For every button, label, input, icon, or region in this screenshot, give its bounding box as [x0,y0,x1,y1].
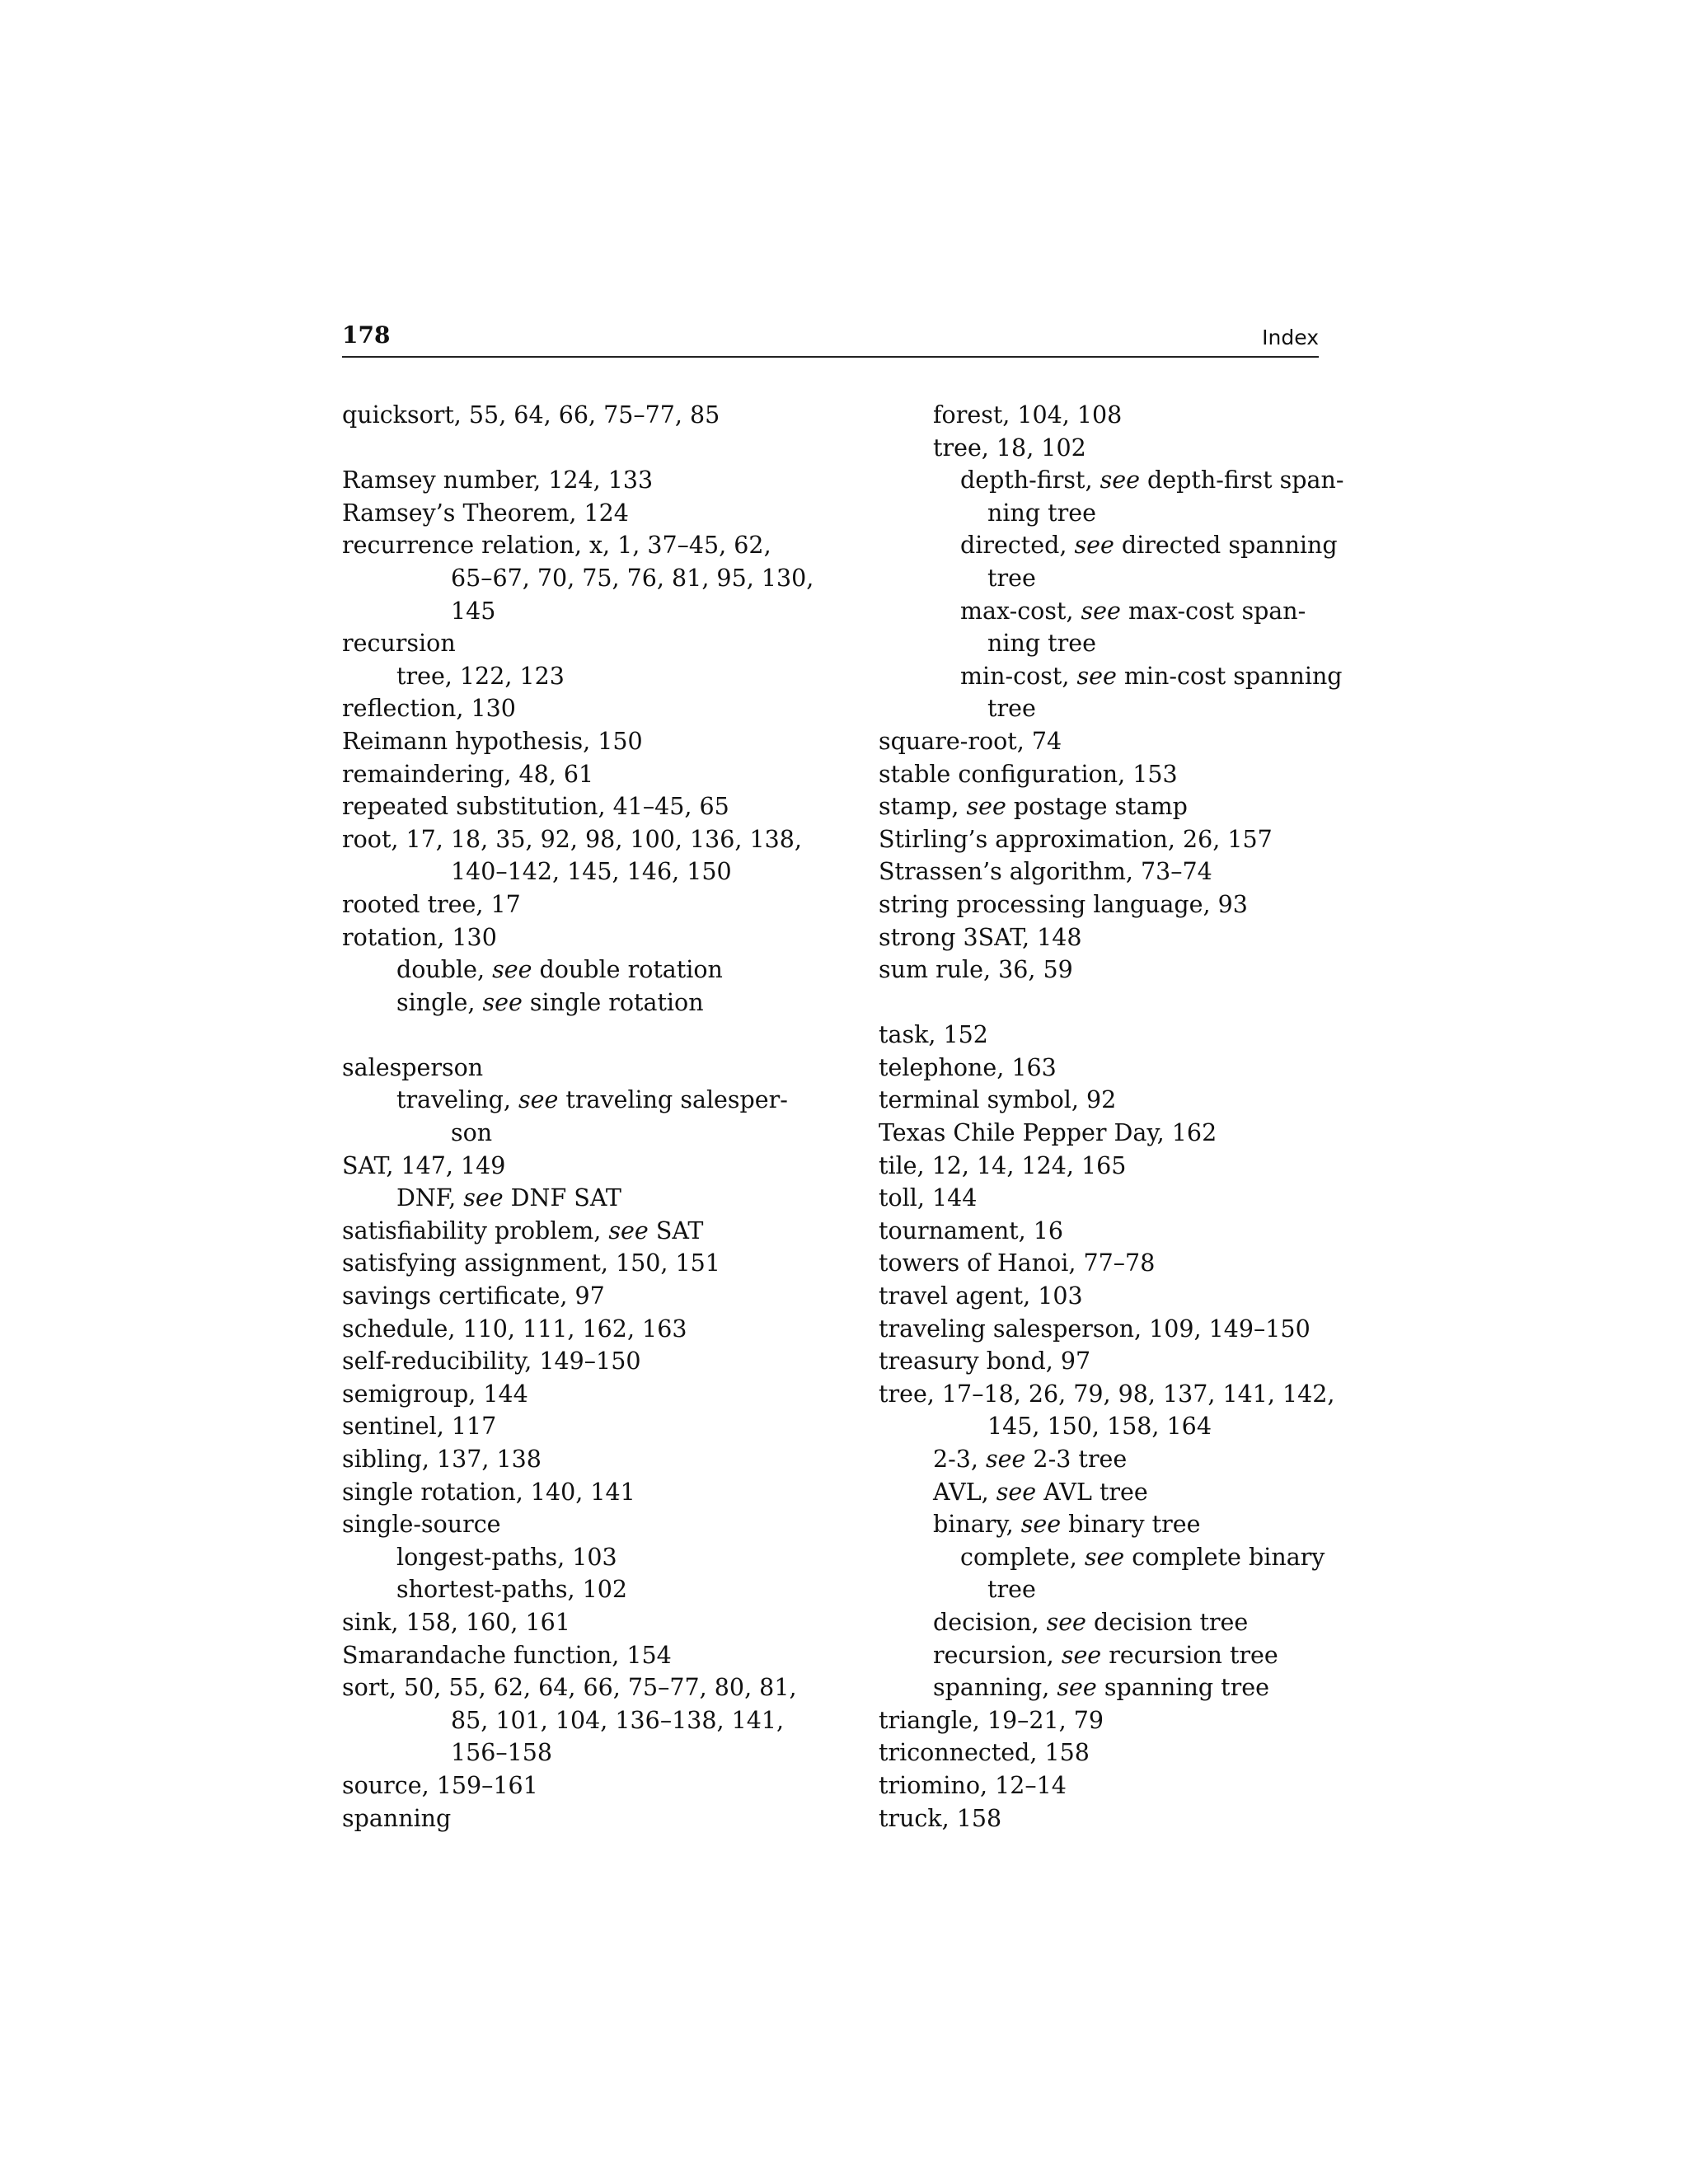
index-entry-continuation: tree [987,695,1036,723]
index-subentry: longest-paths, 103 [396,1543,617,1571]
index-entry: recurrence relation, x, 1, 37–45, 62, [342,532,771,560]
index-entry: Reimann hypothesis, 150 [342,727,643,755]
letter-group-gap [879,987,1340,1019]
index-subentry: depth-first, see depth-first span- [960,466,1344,494]
index-column-right [879,399,1344,1835]
index-subentry: max-cost, see max-cost span- [960,597,1306,625]
index-entry: tournament, 16 [879,1216,1064,1244]
index-entry-continuation: ning tree [987,499,1096,527]
index-subentry: tree, 122, 123 [396,662,565,690]
index-subentry: AVL, see AVL tree [933,1478,1148,1506]
index-subentry: recursion, see recursion tree [933,1641,1278,1669]
index-entry-continuation: 145, 150, 158, 164 [987,1413,1212,1441]
index-entry: treasury bond, 97 [879,1347,1091,1376]
index-subentry: double, see double rotation [396,956,723,984]
index-entry: strong 3SAT, 148 [879,923,1082,951]
index-entry: travel agent, 103 [879,1282,1083,1310]
index-subentry: shortest-paths, 102 [396,1576,627,1604]
index-entry-continuation: 85, 101, 104, 136–138, 141, [451,1706,785,1734]
index-entry: toll, 144 [879,1184,978,1212]
index-entry: semigroup, 144 [342,1380,528,1408]
index-entry: rooted tree, 17 [342,890,521,918]
index-entry: reflection, 130 [342,695,516,723]
index-subentry: min-cost, see min-cost spanning [960,662,1343,690]
index-entry: SAT, 147, 149 [342,1151,506,1179]
index-entry: tile, 12, 14, 124, 165 [879,1151,1127,1179]
index-entry: square-root, 74 [879,727,1062,755]
index-entry: satisfying assignment, 150, 151 [342,1249,720,1277]
index-entry: tree, 17–18, 26, 79, 98, 137, 141, 142, [879,1380,1335,1408]
index-entry: salesperson [342,1053,484,1081]
letter-group-gap [342,1019,812,1052]
index-entry: sum rule, 36, 59 [879,956,1073,984]
index-entry: satisfiability problem, see SAT [342,1216,704,1244]
index-entry-continuation: 156–158 [451,1739,553,1767]
index-entry: root, 17, 18, 35, 92, 98, 100, 136, 138, [342,825,802,853]
index-entry-continuation: 140–142, 145, 146, 150 [451,858,732,886]
index-subentry: DNF, see DNF SAT [396,1184,621,1212]
index-entry: single-source [342,1511,501,1539]
index-entry: source, 159–161 [342,1771,538,1799]
index-entry: Ramsey number, 124, 133 [342,466,654,494]
index-entry: sort, 50, 55, 62, 64, 66, 75–77, 80, 81, [342,1674,797,1702]
running-header [342,320,1319,358]
index-entry: towers of Hanoi, 77–78 [879,1249,1156,1277]
index-entry: telephone, 163 [879,1053,1057,1081]
index-entry: remaindering, 48, 61 [342,760,594,788]
index-entry-continuation: ning tree [987,630,1096,658]
index-subentry: directed, see directed spanning [960,532,1338,560]
index-entry: rotation, 130 [342,923,497,951]
index-entry: spanning [342,1804,452,1832]
index-entry: Smarandache function, 154 [342,1641,672,1669]
index-subentry: single, see single rotation [396,988,704,1016]
index-entry: Ramsey’s Theorem, 124 [342,499,629,527]
index-subentry: decision, see decision tree [933,1608,1249,1636]
index-subentry: traveling, see traveling salesper- [396,1086,788,1114]
index-entry: task, 152 [879,1021,988,1049]
index-entry-continuation: tree [987,1576,1036,1604]
index-entry: terminal symbol, 92 [879,1086,1117,1114]
index-subentry: binary, see binary tree [933,1511,1201,1539]
index-entry: triomino, 12–14 [879,1771,1067,1799]
index-entry: savings certificate, 97 [342,1282,605,1310]
index-entry: stamp, see postage stamp [879,793,1188,821]
index-subentry: spanning, see spanning tree [933,1674,1269,1702]
index-entry: Strassen’s algorithm, 73–74 [879,858,1212,886]
index-subentry: complete, see complete binary [960,1543,1325,1571]
page-number: 178 [342,321,391,349]
index-entry: quicksort, 55, 64, 66, 75–77, 85 [342,401,720,429]
index-entry: sibling, 137, 138 [342,1446,542,1473]
index-entry-continuation: 145 [451,597,496,625]
index-entry: string processing language, 93 [879,890,1248,918]
index-entry: triconnected, 158 [879,1739,1090,1767]
index-entry: triangle, 19–21, 79 [879,1706,1104,1734]
index-entry: single rotation, 140, 141 [342,1478,635,1506]
index-entry: recursion [342,630,456,658]
index-entry-continuation: son [451,1119,493,1147]
index-entry: Stirling’s approximation, 26, 157 [879,825,1273,853]
index-entry: self-reducibility, 149–150 [342,1347,641,1376]
index-entry-continuation: tree [987,564,1036,592]
index-entry: stable configuration, 153 [879,760,1178,788]
index-subentry: tree, 18, 102 [933,434,1086,462]
index-entry: schedule, 110, 111, 162, 163 [342,1315,687,1343]
index-entry: sentinel, 117 [342,1413,497,1441]
index-subentry: forest, 104, 108 [933,401,1123,429]
index-entry: repeated substitution, 41–45, 65 [342,793,729,821]
index-entry-continuation: 65–67, 70, 75, 76, 81, 95, 130, [451,564,814,592]
running-title: Index [1262,326,1319,349]
letter-group-gap [342,432,812,465]
index-entry: Texas Chile Pepper Day, 162 [879,1119,1217,1147]
index-column-left [342,399,812,1835]
index-entry: sink, 158, 160, 161 [342,1608,570,1636]
index-subentry: 2-3, see 2-3 tree [933,1446,1128,1473]
index-entry: traveling salesperson, 109, 149–150 [879,1315,1311,1343]
index-entry: truck, 158 [879,1804,1002,1832]
